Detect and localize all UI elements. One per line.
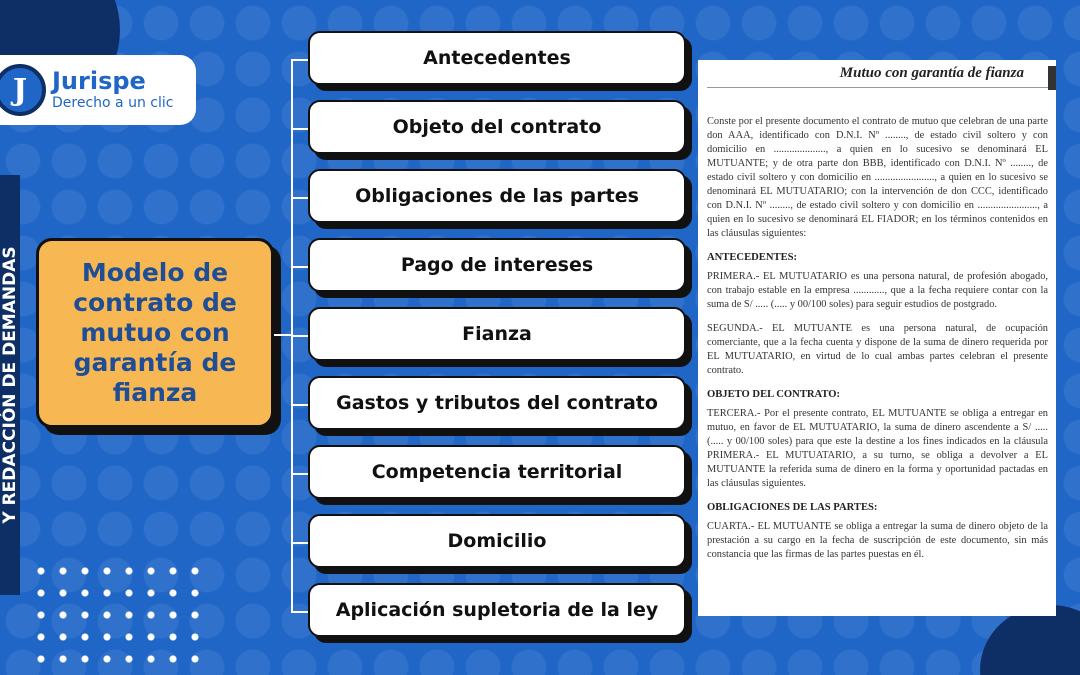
connector-tick xyxy=(291,128,309,130)
connector-tick xyxy=(291,611,309,613)
connector-tick xyxy=(291,266,309,268)
topic-aplicacion-supletoria[interactable] xyxy=(308,583,686,637)
topic-label: Pago de intereses xyxy=(400,254,594,276)
document-intro: Conste por el presente documento el contrato de mutuo que celebran de una parte don AAA, identificado con D.N.I. Nº ........, de estado civil soltero y con domicilio en ...................., a quien en lo sucesivo se denominará EL MUTUANTE; y de otra parte don BBB, identificado con D.N.I. Nº ........, de estado civil soltero y con domicilio en ......................., a quien en lo sucesivo se denominará EL MUTUATARIO; con la intervención de don CCC, identificado con D.N.I. Nº ........, de estado civil soltero y con domicilio en ......................., a quien en lo sucesivo se denominará EL FIADOR; en los términos contenidos en las cláusulas siguientes: xyxy=(707,116,1048,239)
logo-icon: J xyxy=(0,64,46,116)
topic-label: Gastos y tributos del contrato xyxy=(336,392,658,414)
document-title: Mutuo con garantía de fianza xyxy=(839,65,1024,81)
header-accent-bar xyxy=(1048,66,1056,90)
connector-tick xyxy=(291,335,309,337)
connector-tick xyxy=(291,197,309,199)
connector-tick xyxy=(291,473,309,475)
main-title-card xyxy=(36,238,274,428)
brand-name: Jurispe xyxy=(52,67,146,95)
main-title: Modelo de contrato de mutuo con garantía de fianza xyxy=(73,258,237,407)
clause-paragraph: CUARTA.- EL MUTUANTE se obliga a entregar la suma de dinero objeto de la prestación a su cargo en la fecha de suscripción de este documento, sin más constancia que las firmas de las partes puestas en él. xyxy=(707,521,1048,560)
topic-label: Obligaciones de las partes xyxy=(355,185,639,207)
connector-join xyxy=(274,334,292,336)
clause-paragraph: TERCERA.- Por el presente contrato, EL MUTUANTE se obliga a entregar en mutuo, en favor de EL MUTUATARIO, la suma de dinero ascendente a S/ ..... (..... y 00/100 soles) para que este la destine a los fines indicados en la cláusula PRIMERA.- EL MUTUATARIO, a su turno, se obliga a devolver a EL MUTUANTE la referida suma de dinero en la forma y oportunidad pactadas en las cláusulas siguientes. xyxy=(707,408,1048,489)
topic-competencia-territorial[interactable] xyxy=(308,445,686,499)
connector-tick xyxy=(291,542,309,544)
topic-fianza[interactable] xyxy=(308,307,686,361)
clause-paragraph: SEGUNDA.- EL MUTUANTE es una persona natural, de ocupación comerciante, que a la fecha cuenta y dispone de la suma de dinero requerida por EL MUTUATARIO, en virtud de lo cual ambas partes celebran el presente contrato. xyxy=(707,323,1048,376)
topic-obligaciones[interactable] xyxy=(308,169,686,223)
topic-domicilio[interactable] xyxy=(308,514,686,568)
topic-gastos-y-tributos[interactable] xyxy=(308,376,686,430)
topic-label: Antecedentes xyxy=(423,47,571,69)
section-heading: ANTECEDENTES: xyxy=(707,252,798,263)
side-band-text: Y REDACCIÓN DE DEMANDAS xyxy=(0,246,20,524)
logo-text xyxy=(52,68,173,112)
topic-objeto-del-contrato[interactable] xyxy=(308,100,686,154)
topic-label: Competencia territorial xyxy=(371,461,623,483)
topic-antecedentes[interactable] xyxy=(308,31,686,85)
topic-label: Objeto del contrato xyxy=(392,116,602,138)
connector-tick xyxy=(291,59,309,61)
section-heading: OBLIGACIONES DE LAS PARTES: xyxy=(707,502,878,513)
brand-logo[interactable] xyxy=(0,55,196,125)
contract-document xyxy=(698,60,1056,616)
document-header xyxy=(707,60,1048,88)
side-band xyxy=(0,175,20,595)
topic-pago-de-intereses[interactable] xyxy=(308,238,686,292)
clause-paragraph: PRIMERA.- EL MUTUATARIO es una persona natural, de profesión abogado, con trabajo estable en la empresa ............, que a la fecha requiere contar con la suma de S/ ..... (..... y 00/100 soles) para seguir estudios de postgrado. xyxy=(707,271,1048,310)
document-body xyxy=(707,88,1048,562)
decorative-dot-grid xyxy=(30,560,200,670)
connector-tick xyxy=(291,404,309,406)
brand-tagline: Derecho a un clic xyxy=(52,95,174,111)
topic-label: Aplicación supletoria de la ley xyxy=(335,599,659,621)
section-heading: OBJETO DEL CONTRATO: xyxy=(707,389,841,400)
topic-label: Fianza xyxy=(462,323,532,345)
topic-label: Domicilio xyxy=(447,530,547,552)
